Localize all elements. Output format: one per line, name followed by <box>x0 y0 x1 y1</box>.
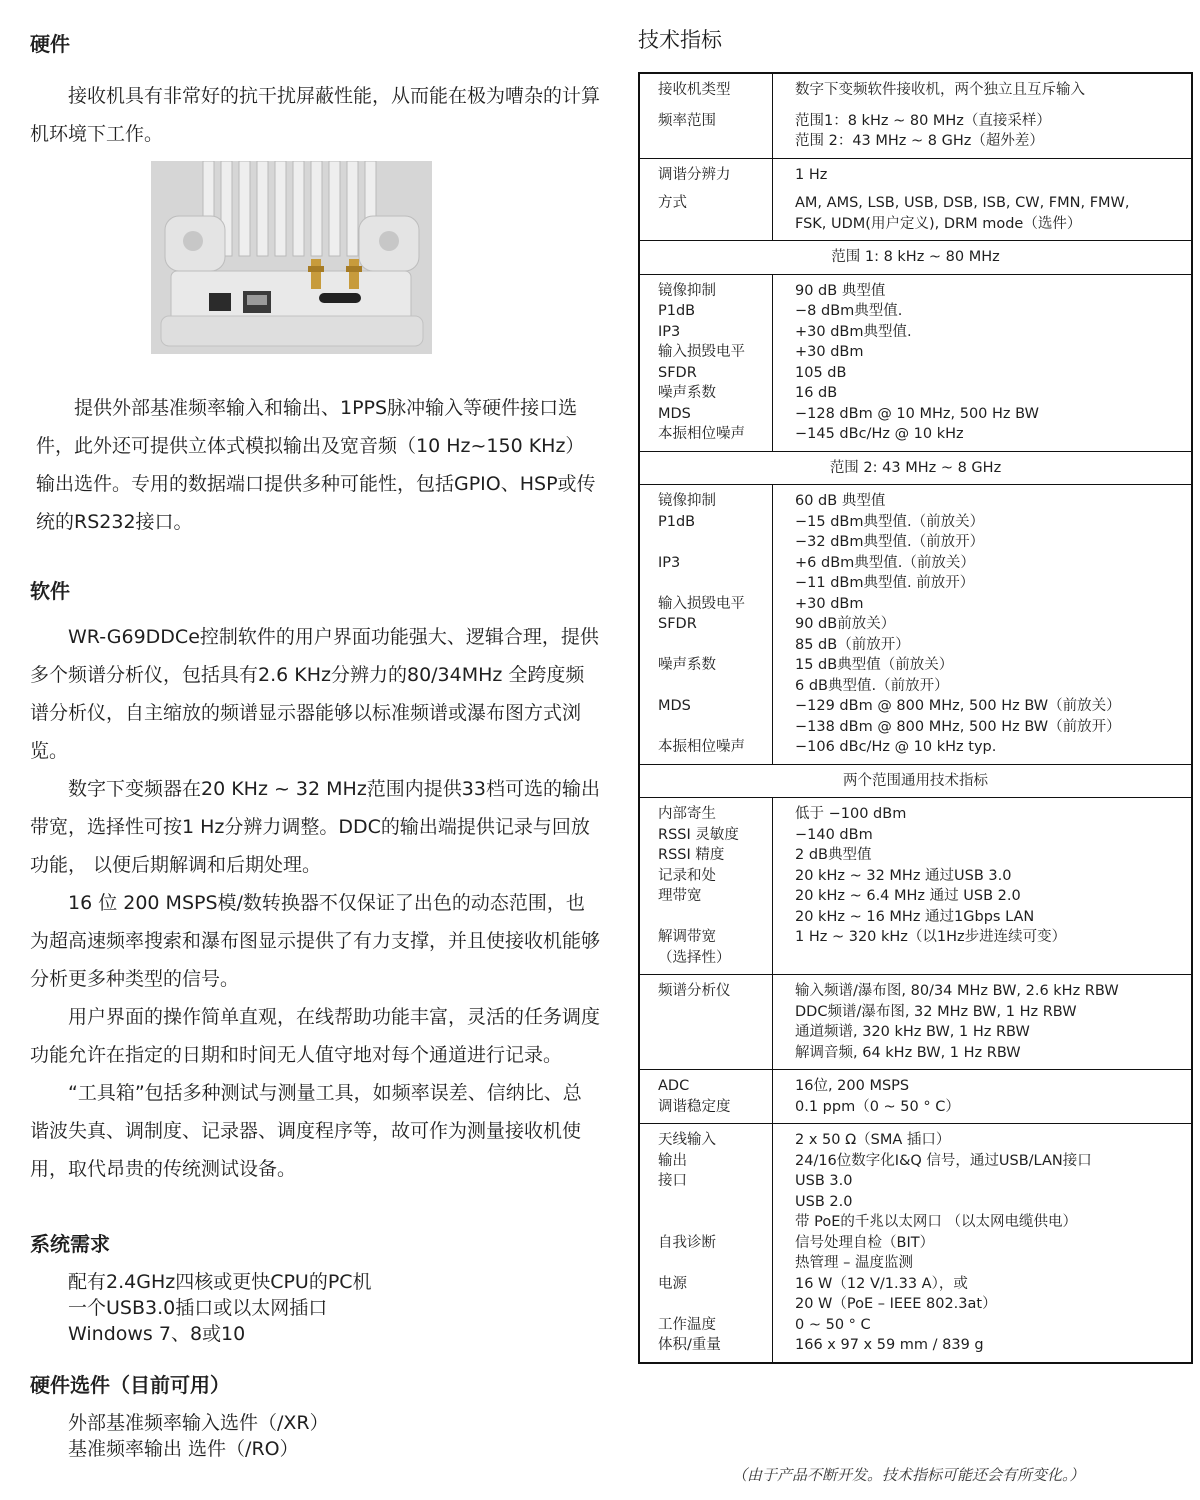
spec-value: 20 kHz ~ 6.4 MHz 通过 USB 2.0 <box>795 888 1021 904</box>
spec-key: 本振相位噪声 <box>658 739 745 755</box>
spec-key: 电源 <box>658 1275 687 1292</box>
spec-value: AM, AMS, LSB, USB, DSB, ISB, CW, FMN, FMW, <box>795 195 1130 211</box>
table-row <box>639 1124 1192 1363</box>
spec-keys <box>639 975 773 1070</box>
spec-value: +6 dBm典型值.（前放关） <box>795 554 975 571</box>
spec-key: 镜像抑制 <box>658 493 716 509</box>
table-row <box>639 764 1192 798</box>
spec-value: 6 dB典型值.（前放开） <box>795 677 949 694</box>
spec-value: 90 dB前放关） <box>795 616 896 632</box>
receiver-illustration <box>151 161 432 354</box>
spec-key: 调谐稳定度 <box>658 1098 731 1115</box>
spec-value: USB 3.0 <box>795 1173 853 1189</box>
list-item: 一个USB3.0插口或以太网插口 <box>68 1297 328 1319</box>
disclaimer-note: （由于产品不断开发。技术指标可能还会有所变化。） <box>732 1466 1085 1484</box>
spec-key: 输入损毁电平 <box>658 344 745 360</box>
spec-key: 天线输入 <box>658 1132 716 1148</box>
software-paragraph: 用户界面的操作简单直观，在线帮助功能丰富，灵活的任务调度功能允许在指定的日期和时间无人值守地对每个通道进行记录。 <box>30 1006 601 1066</box>
spec-value: FSK, UDM(用户定义), DRM mode（选件） <box>795 215 1082 232</box>
spec-value: 20 W（PoE – IEEE 802.3at） <box>795 1296 997 1312</box>
spec-value: −32 dBm典型值.（前放开） <box>795 534 985 550</box>
spec-value: 20 kHz ~ 16 MHz 通过1Gbps LAN <box>795 908 1035 925</box>
sysreq-title: 系统需求 <box>30 1232 110 1256</box>
spec-keys <box>639 73 773 158</box>
spec-value: 16位, 200 MSPS <box>795 1078 910 1094</box>
spec-key: MDS <box>658 698 691 714</box>
spec-key: 频率范围 <box>658 112 716 129</box>
spec-key: 噪声系数 <box>658 385 716 401</box>
spec-key: 频谱分析仪 <box>658 983 731 999</box>
spec-value: 2 x 50 Ω（SMA 插口） <box>795 1132 951 1148</box>
spec-value: +30 dBm <box>795 344 864 360</box>
spec-value: −11 dBm典型值. 前放开） <box>795 575 975 591</box>
list-item: 基准频率输出 选件（/RO） <box>68 1438 299 1460</box>
spec-value: 通道频谱, 320 kHz BW, 1 Hz RBW <box>795 1024 1030 1040</box>
hardware-title: 硬件 <box>30 32 70 56</box>
table-row <box>639 158 1192 241</box>
spec-value: −8 dBm典型值. <box>795 303 903 319</box>
spec-value: −128 dBm @ 10 MHz, 500 Hz BW <box>795 405 1039 422</box>
options-list <box>30 1410 600 1462</box>
spec-values <box>773 485 1193 765</box>
spec-value: +30 dBm典型值. <box>795 323 912 340</box>
table-row <box>639 798 1192 975</box>
table-row <box>639 485 1192 765</box>
spec-key: 解调带宽 <box>658 929 716 945</box>
spec-value: −129 dBm @ 800 MHz, 500 Hz BW（前放关） <box>795 698 1121 714</box>
spec-value: 166 x 97 x 59 mm / 839 g <box>795 1337 984 1353</box>
spec-key: 接收机类型 <box>658 82 731 98</box>
spec-value: 1 Hz <box>795 166 828 183</box>
product-photo <box>151 161 432 354</box>
spec-value: 60 dB 典型值 <box>795 493 886 509</box>
section-header-common: 两个范围通用技术指标 <box>639 764 1192 798</box>
list-item: 配有2.4GHz四核或更快CPU的PC机 <box>68 1271 372 1293</box>
spec-value: 数字下变频软件接收机，两个独立且互斥输入 <box>795 82 1085 98</box>
spec-value: 范围1：8 kHz ~ 80 MHz（直接采样） <box>795 112 1051 129</box>
spec-key: 输入损毁电平 <box>658 595 745 612</box>
spec-key: RSSI 灵敏度 <box>658 826 739 843</box>
spec-values <box>773 158 1193 241</box>
spec-value: 2 dB典型值 <box>795 847 872 863</box>
sysreq-list <box>30 1269 600 1347</box>
spec-values <box>773 1124 1193 1363</box>
spec-value: −106 dBc/Hz @ 10 kHz typ. <box>795 739 997 755</box>
spec-key: 调谐分辨力 <box>658 166 731 183</box>
spec-value: −140 dBm <box>795 826 873 843</box>
spec-key: P1dB <box>658 513 696 530</box>
spec-key: （选择性） <box>658 949 731 966</box>
spec-keys <box>639 1124 773 1363</box>
spec-table <box>638 72 1193 1364</box>
section-header-range2: 范围 2: 43 MHz ~ 8 GHz <box>639 451 1192 485</box>
spec-key: 理带宽 <box>658 888 702 904</box>
spec-keys <box>639 798 773 975</box>
spec-value: +30 dBm <box>795 595 864 612</box>
options-title: 硬件选件（目前可用） <box>30 1373 230 1397</box>
spec-value: −145 dBc/Hz @ 10 kHz <box>795 426 964 442</box>
hardware-paragraph-1: 接收机具有非常好的抗干扰屏蔽性能，从而能在极为嘈杂的计算机环境下工作。 <box>30 85 601 145</box>
software-title: 软件 <box>30 579 70 603</box>
spec-key: IP3 <box>658 323 681 340</box>
table-row <box>639 1070 1192 1124</box>
spec-key: RSSI 精度 <box>658 847 725 863</box>
spec-keys <box>639 274 773 451</box>
spec-value: 低于 −100 dBm <box>795 806 907 822</box>
spec-key: 内部寄生 <box>658 806 716 822</box>
spec-value: 0 ~ 50 ° C <box>795 1316 871 1333</box>
spec-values <box>773 975 1193 1070</box>
spec-value: 解调音频, 64 kHz BW, 1 Hz RBW <box>795 1044 1021 1061</box>
spec-value: 输入频谱/瀑布图, 80/34 MHz BW, 2.6 kHz RBW <box>795 983 1119 999</box>
spec-value: 1 Hz ~ 320 kHz（以1Hz步进连续可变） <box>795 929 1067 945</box>
software-paragraph: 数字下变频器在20 KHz ~ 32 MHz范围内提供33档可选的输出带宽，选择性可按1 Hz分辨力调整。DDC的输出端提供记录与回放功能， 以便后期解调和后期处理。 <box>30 778 600 876</box>
spec-key: SFDR <box>658 364 697 381</box>
spec-value: −15 dBm典型值.（前放关） <box>795 513 985 530</box>
list-item: 外部基准频率输入选件（/XR） <box>68 1412 329 1434</box>
spec-key: 本振相位噪声 <box>658 426 745 442</box>
software-paragraph: 16 位 200 MSPS模/数转换器不仅保证了出色的动态范围，也为超高速频率搜索和瀑布图显示提供了有力支撑，并且使接收机能够分析更多种类型的信号。 <box>30 892 601 990</box>
spec-key: 记录和处 <box>658 867 716 884</box>
list-item: Windows 7、8或10 <box>68 1323 246 1345</box>
spec-value: USB 2.0 <box>795 1193 853 1210</box>
spec-keys <box>639 485 773 765</box>
table-row <box>639 241 1192 275</box>
spec-value: 16 W（12 V/1.33 A），或 <box>795 1275 968 1292</box>
table-row <box>639 73 1192 158</box>
spec-value: 热管理 – 温度监测 <box>795 1255 913 1271</box>
spec-values <box>773 73 1193 158</box>
spec-key: 输出 <box>658 1152 687 1169</box>
specs-title: 技术指标 <box>638 28 722 52</box>
spec-value: −138 dBm @ 800 MHz, 500 Hz BW（前放开） <box>795 718 1121 735</box>
spec-key: MDS <box>658 405 691 422</box>
spec-value: 20 kHz ~ 32 MHz 通过USB 3.0 <box>795 867 1012 884</box>
spec-value: 0.1 ppm（0 ~ 50 ° C） <box>795 1098 960 1115</box>
spec-key: 接口 <box>658 1173 687 1189</box>
section-header-range1: 范围 1: 8 kHz ~ 80 MHz <box>639 241 1192 275</box>
spec-key: ADC <box>658 1078 690 1094</box>
spec-value: 90 dB 典型值 <box>795 282 886 299</box>
spec-value: 带 PoE的千兆以太网口 （以太网电缆供电） <box>795 1214 1077 1230</box>
spec-key: 噪声系数 <box>658 657 716 673</box>
spec-key: 体积/重量 <box>658 1337 721 1353</box>
spec-value: 信号处理自检（BIT） <box>795 1234 935 1251</box>
spec-value: 85 dB（前放开） <box>795 636 910 653</box>
spec-value: 范围 2：43 MHz ~ 8 GHz（超外差） <box>795 133 1044 149</box>
spec-keys <box>639 158 773 241</box>
spec-key: 方式 <box>658 195 687 211</box>
software-paragraph: “工具箱”包括多种测试与测量工具，如频率误差、信纳比、总谐波失真、调制度、记录器、调度程序等，故可作为测量接收机使用，取代昂贵的传统测试设备。 <box>30 1082 582 1180</box>
spec-values <box>773 1070 1193 1124</box>
software-body <box>30 618 600 1188</box>
spec-values <box>773 798 1193 975</box>
spec-key: 镜像抑制 <box>658 282 716 299</box>
spec-key: P1dB <box>658 303 696 319</box>
table-row <box>639 975 1192 1070</box>
spec-value: 15 dB典型值（前放关） <box>795 657 954 673</box>
spec-key: 自我诊断 <box>658 1234 716 1251</box>
spec-values <box>773 274 1193 451</box>
spec-key: SFDR <box>658 616 697 632</box>
spec-value: 105 dB <box>795 364 847 381</box>
spec-key: IP3 <box>658 554 681 571</box>
spec-value: 16 dB <box>795 385 838 401</box>
spec-value: 24/16位数字化I&Q 信号，通过USB/LAN接口 <box>795 1152 1092 1169</box>
spec-keys <box>639 1070 773 1124</box>
table-row <box>639 451 1192 485</box>
spec-value: DDC频谱/瀑布图, 32 MHz BW, 1 Hz RBW <box>795 1003 1077 1020</box>
spec-key: 工作温度 <box>658 1316 716 1333</box>
table-row <box>639 274 1192 451</box>
software-paragraph: WR-G69DDCe控制软件的用户界面功能强大、逻辑合理，提供多个频谱分析仪，包括具有2.6 KHz分辨力的80/34MHz 全跨度频谱分析仪，自主缩放的频谱显示器能够以标准频谱或瀑布图方式浏览。 <box>30 626 599 762</box>
hardware-paragraph-2: 提供外部基准频率输入和输出、1PPS脉冲输入等硬件接口选件，此外还可提供立体式模拟输出及宽音频（10 Hz~150 KHz）输出选件。专用的数据端口提供多种可能性，包括GPIO、HSP或传统的RS232接口。 <box>36 397 596 533</box>
